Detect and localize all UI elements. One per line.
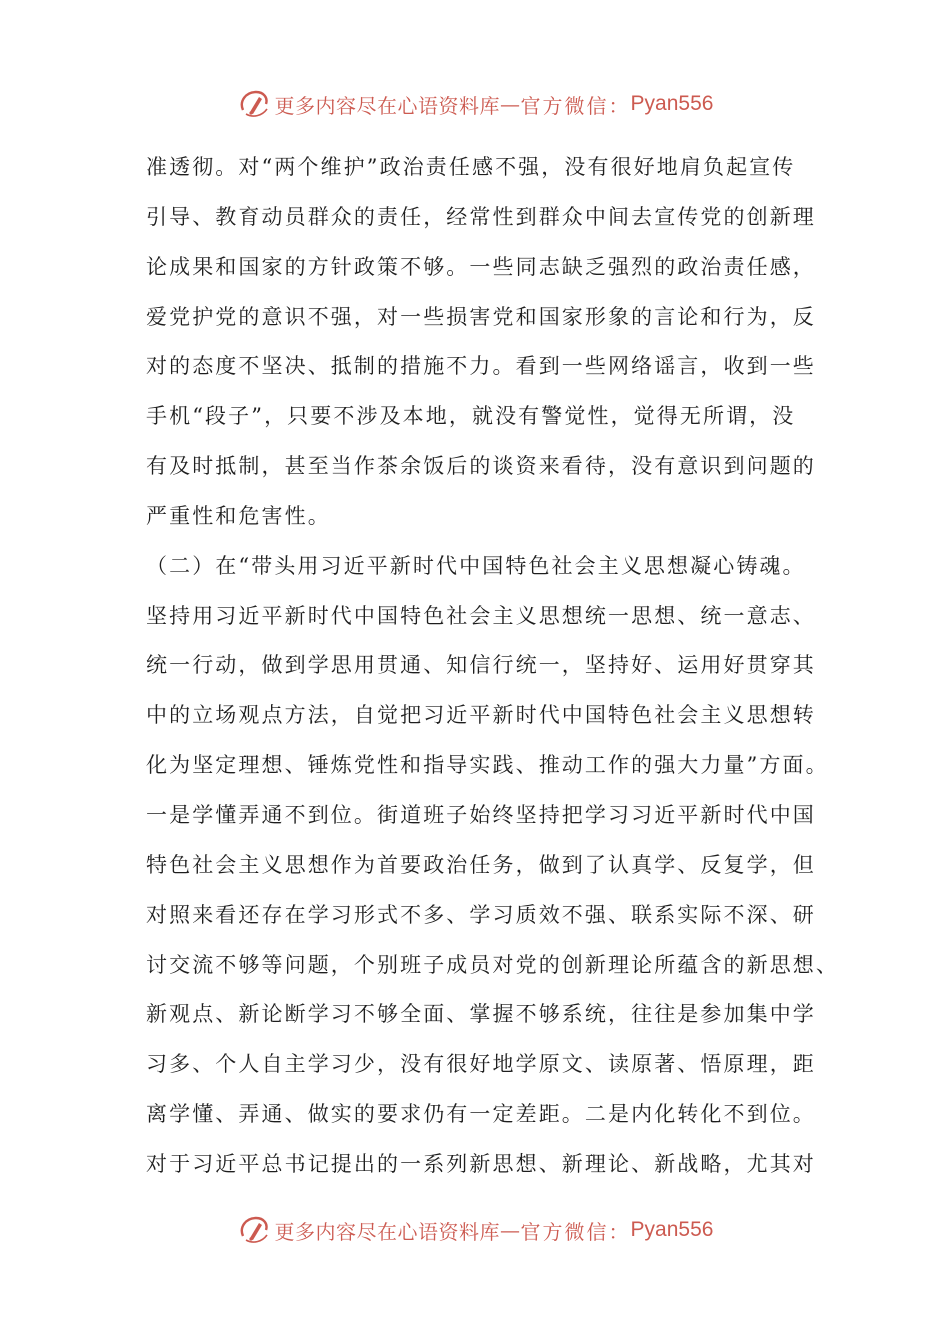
text-line: 论成果和国家的方针政策不够。一些同志缺乏强烈的政治责任感， — [146, 254, 816, 279]
text-line: 讨交流不够等问题，个别班子成员对党的创新理论所蕴含的新思想、 — [146, 952, 839, 977]
text-line: 严重性和危害性。 — [146, 503, 331, 528]
pen-nib-swirl-icon — [237, 87, 271, 121]
text-line: 准透彻。对“两个维护”政治责任感不强，没有很好地肩负起宣传 — [146, 155, 796, 179]
section-heading-line: （二）在“带头用习近平新时代中国特色社会主义思想凝心铸魂。 — [146, 553, 806, 578]
watermark-label: 官方微信： — [520, 93, 631, 118]
watermark-wechat-id: Pyan556 — [630, 92, 714, 115]
text-line: 爱党护党的意识不强，对一些损害党和国家形象的言论和行为，反 — [146, 304, 816, 329]
footer-watermark — [0, 1210, 950, 1250]
watermark-wechat-id: Pyan556 — [630, 1218, 714, 1241]
pen-nib-swirl-icon — [237, 1213, 271, 1247]
text-line: 引导、教育动员群众的责任，经常性到群众中间去宣传党的创新理 — [146, 204, 816, 229]
text-line: 手机“段子”，只要不涉及本地，就没有警觉性，觉得无所谓，没 — [146, 404, 796, 429]
text-line: 一是学懂弄通不到位。街道班子始终坚持把学习习近平新时代中国 — [146, 802, 816, 827]
text-line: 习多、个人自主学习少，没有很好地学原文、读原著、悟原理，距 — [146, 1052, 816, 1077]
text-line: 特色社会主义思想作为首要政治任务，做到了认真学、反复学，但 — [146, 852, 816, 877]
text-line: 对于习近平总书记提出的一系列新思想、新理论、新战略，尤其对 — [146, 1151, 816, 1176]
header-watermark — [0, 84, 950, 124]
text-line: 坚持用习近平新时代中国特色社会主义思想统一思想、统一意志、 — [146, 603, 816, 628]
watermark-site-text: 更多内容尽在心语资料库 — [274, 1219, 501, 1244]
watermark-site-text: 更多内容尽在心语资料库 — [274, 93, 501, 118]
text-line: 化为坚定理想、锤炼党性和指导实践、推动工作的强大力量”方面。 — [146, 753, 829, 778]
text-line: 对的态度不坚决、抵制的措施不力。看到一些网络谣言，收到一些 — [146, 354, 816, 379]
text-line: 对照来看还存在学习形式不多、学习质效不强、联系实际不深、研 — [146, 902, 816, 927]
text-line: 新观点、新论断学习不够全面、掌握不够系统，往往是参加集中学 — [146, 1002, 816, 1027]
watermark-dash: — — [500, 92, 521, 116]
text-line: 有及时抵制，甚至当作茶余饭后的谈资来看待，没有意识到问题的 — [146, 454, 816, 479]
watermark-label: 官方微信： — [520, 1219, 631, 1244]
body-text — [146, 143, 839, 1190]
text-line: 离学懂、弄通、做实的要求仍有一定差距。二是内化转化不到位。 — [146, 1102, 816, 1127]
watermark-dash: — — [500, 1218, 521, 1242]
text-line: 中的立场观点方法，自觉把习近平新时代中国特色社会主义思想转 — [146, 703, 816, 728]
text-line: 统一行动，做到学思用贯通、知信行统一，坚持好、运用好贯穿其 — [146, 653, 816, 678]
